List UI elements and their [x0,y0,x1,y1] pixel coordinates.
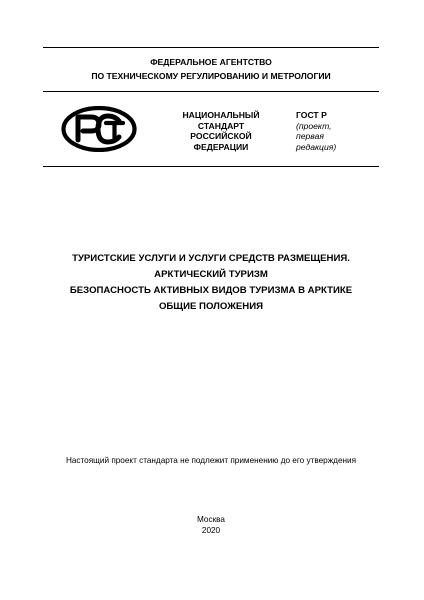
bottom-divider [43,166,379,167]
publication-footer [43,514,379,536]
rst-certification-mark-icon [61,106,137,152]
publication-city: Москва [197,515,225,524]
gost-edition-note: первая [296,131,324,141]
agency-name-line-1: ФЕДЕРАЛЬНОЕ АГЕНТСТВО [150,57,272,67]
status-line: РОССИЙСКОЙ [190,131,252,141]
document-title [43,251,379,315]
title-line: ТУРИСТСКИЕ УСЛУГИ И УСЛУГИ СРЕДСТВ РАЗМЕЩЕНИЯ. [72,253,350,264]
top-divider [43,47,379,48]
header-divider [43,91,379,92]
status-line: ФЕДЕРАЦИИ [193,141,249,152]
title-line: АРКТИЧЕСКИЙ ТУРИЗМ [154,269,268,280]
title-line: ОБЩИЕ ПОЛОЖЕНИЯ [158,301,264,312]
title-line: БЕЗОПАСНОСТЬ АКТИВНЫХ ВИДОВ ТУРИЗМА В АРКТИКЕ [69,285,353,296]
gost-edition-note: (проект, [296,120,332,131]
gost-edition-note: редакция) [296,141,337,152]
status-line: НАЦИОНАЛЬНЫЙ [182,110,260,120]
agency-name-line-2: ПО ТЕХНИЧЕСКОМУ РЕГУЛИРОВАНИЮ И МЕТРОЛОГИИ [91,71,331,81]
national-standard-label [168,110,274,152]
publication-year: 2020 [201,526,221,535]
gost-title: ГОСТ Р [296,110,327,120]
status-line: СТАНДАРТ [197,120,245,131]
draft-notice: Настоящий проект стандарта не подлежит применению до его утверждения [65,456,357,465]
gost-designation [296,110,376,152]
